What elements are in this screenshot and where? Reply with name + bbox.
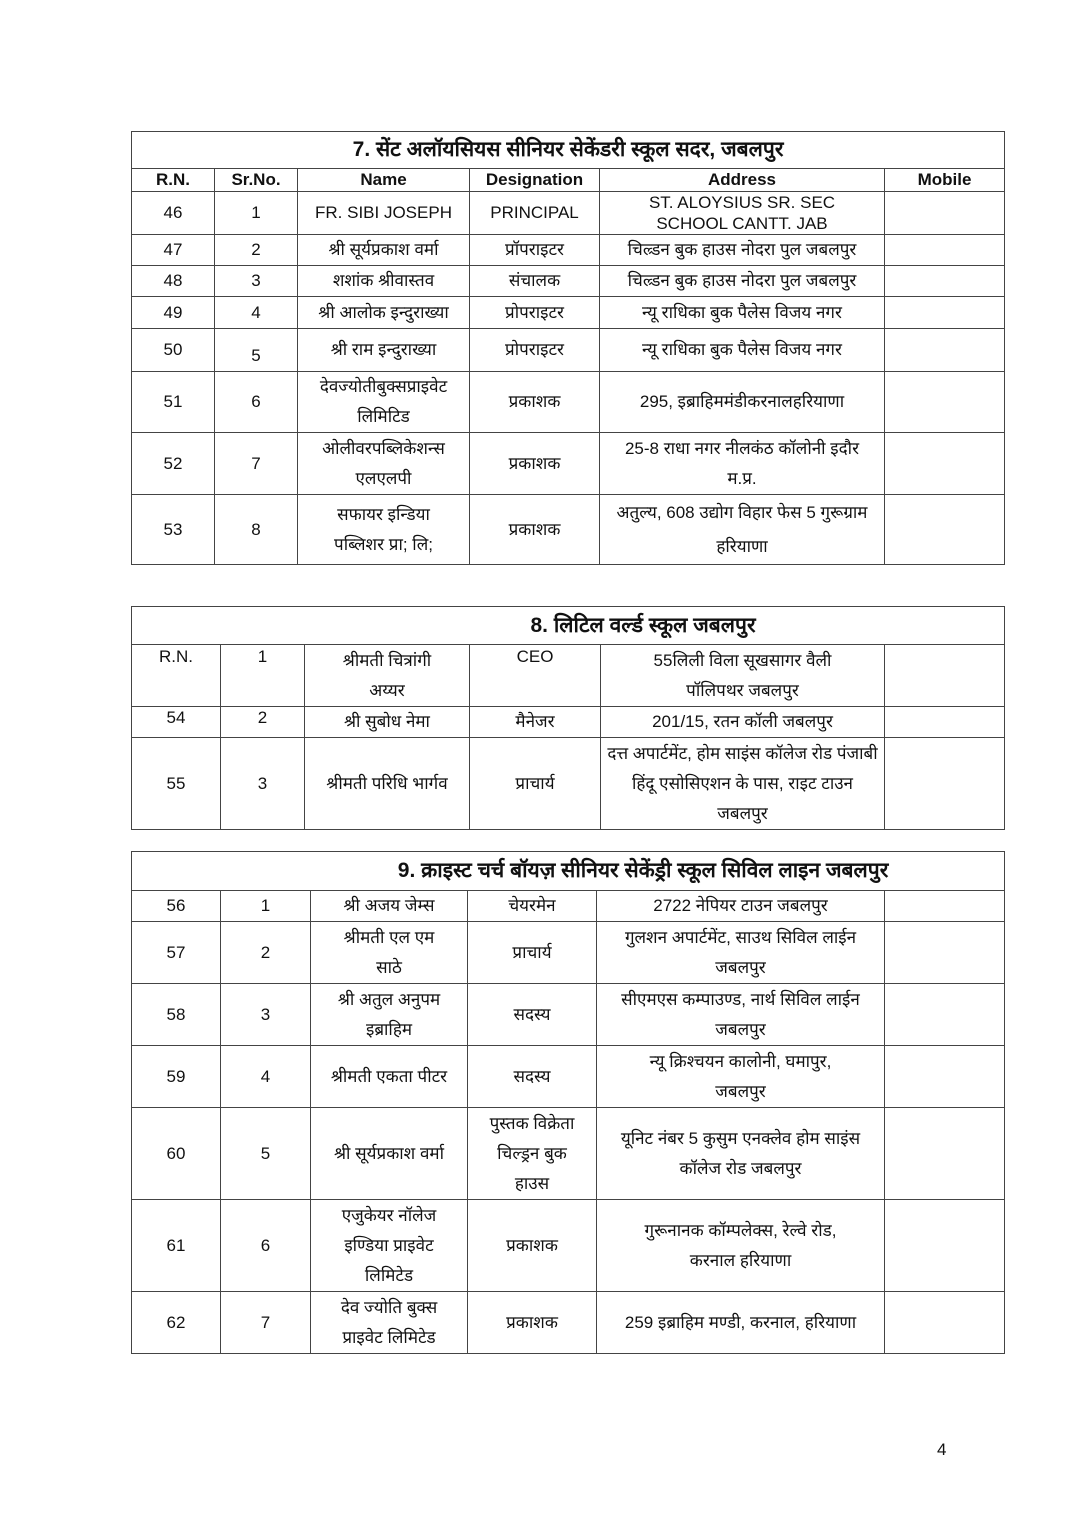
- name-cell: श्री अजय जेम्स: [311, 891, 468, 922]
- name-cell: श्री राम इन्दुराख्या: [298, 329, 470, 372]
- designation-cell: प्राचार्य: [470, 738, 601, 830]
- table-row: [132, 922, 1005, 984]
- rn-cell: 52: [132, 433, 215, 495]
- srno-cell: 3: [221, 984, 311, 1046]
- name-cell: श्री आलोक इन्दुराख्या: [298, 297, 470, 329]
- address-cell: चिल्र्डन बुक हाउस नोदरा पुल जबलपुर: [600, 235, 885, 266]
- table-row: [132, 1200, 1005, 1292]
- address-cell: 25-8 राधा नगर नीलकंठ कॉलोनी इदौर म.प्र.: [600, 433, 885, 495]
- srno-cell: 7: [221, 1292, 311, 1354]
- rn-cell: 62: [132, 1292, 221, 1354]
- table-row: [132, 266, 1005, 297]
- designation-cell: प्रकाशक: [468, 1292, 597, 1354]
- srno-cell: 3: [215, 266, 298, 297]
- address-cell: 259 इब्राहिम मण्डी, करनाल, हरियाणा: [597, 1292, 885, 1354]
- rn-cell: 51: [132, 372, 215, 433]
- rn-cell: 50: [132, 329, 215, 372]
- designation-cell: CEO: [470, 645, 601, 707]
- srno-cell: 1: [215, 192, 298, 235]
- rn-cell: 57: [132, 922, 221, 984]
- address-cell: न्यू क्रिश्चयन कालोनी, घमापुर, जबलपुर: [597, 1046, 885, 1108]
- table-row: [132, 372, 1005, 433]
- designation-cell: प्रकाशक: [470, 495, 600, 565]
- designation-cell: प्रोपराइटर: [470, 329, 600, 372]
- table-title: 8. लिटिल वर्ल्ड स्कूल जबलपुर: [132, 607, 1005, 645]
- mobile-cell: [885, 1046, 1005, 1108]
- rn-cell: 58: [132, 984, 221, 1046]
- table-row: [132, 495, 1005, 565]
- address-cell: ST. ALOYSIUS SR. SEC SCHOOL CANTT. JAB: [600, 192, 885, 235]
- mobile-cell: [885, 984, 1005, 1046]
- srno-cell: 2: [221, 922, 311, 984]
- name-cell: शशांक श्रीवास्तव: [298, 266, 470, 297]
- table-title: 7. सेंट अलॉयसियस सीनियर सेकेंडरी स्कूल सदर, जबलपुर: [132, 132, 1005, 169]
- srno-cell: 3: [221, 738, 305, 830]
- name-cell: श्री अतुल अनुपम इब्राहिम: [311, 984, 468, 1046]
- srno-cell: 5: [221, 1108, 311, 1200]
- rn-cell: 49: [132, 297, 215, 329]
- srno-cell: 4: [221, 1046, 311, 1108]
- table-row: [132, 645, 1005, 707]
- srno-cell: 2: [221, 707, 305, 738]
- column-header-srno: Sr.No.: [215, 169, 298, 192]
- name-cell: देवज्योतीबुक्सप्राइवेट लिमिटिड: [298, 372, 470, 433]
- column-header-mobile: Mobile: [885, 169, 1005, 192]
- table-title: 9. क्राइस्ट चर्च बॉयज़ सीनियर सेकेंड्री स्कूल सिविल लाइन जबलपुर: [132, 852, 1005, 891]
- mobile-cell: [885, 495, 1005, 565]
- mobile-cell: [885, 433, 1005, 495]
- address-cell: गुलशन अपार्टमेंट, साउथ सिविल लाईन जबलपुर: [597, 922, 885, 984]
- designation-cell: प्रॉपराइटर: [470, 235, 600, 266]
- address-cell: 2722 नेपियर टाउन जबलपुर: [597, 891, 885, 922]
- column-header-designation: Designation: [470, 169, 600, 192]
- srno-cell: 4: [215, 297, 298, 329]
- rn-cell: 48: [132, 266, 215, 297]
- mobile-cell: [885, 235, 1005, 266]
- name-cell: ओलीवरपब्लिकेशन्स एलएलपी: [298, 433, 470, 495]
- name-cell: श्रीमती परिधि भार्गव: [305, 738, 470, 830]
- designation-cell: संचालक: [470, 266, 600, 297]
- address-cell: गुरूनानक कॉम्पलेक्स, रेल्वे रोड, करनाल हरियाणा: [597, 1200, 885, 1292]
- designation-cell: PRINCIPAL: [470, 192, 600, 235]
- address-cell: 201/15, रतन कॉली जबलपुर: [601, 707, 885, 738]
- school-table-7: [131, 131, 1005, 565]
- table-row: [132, 1046, 1005, 1108]
- mobile-cell: [885, 738, 1005, 830]
- designation-cell: सदस्य: [468, 1046, 597, 1108]
- designation-cell: प्रोपराइटर: [470, 297, 600, 329]
- table-row: [132, 192, 1005, 235]
- address-cell: दत्त अपार्टमेंट, होम साइंस कॉलेज रोड पंजाबी हिंदू एसोसिएशन के पास, राइट टाउन जबलपुर: [601, 738, 885, 830]
- mobile-cell: [885, 645, 1005, 707]
- rn-cell: 59: [132, 1046, 221, 1108]
- mobile-cell: [885, 266, 1005, 297]
- designation-cell: चेयरमेन: [468, 891, 597, 922]
- mobile-cell: [885, 297, 1005, 329]
- rn-cell: 55: [132, 738, 221, 830]
- name-cell: श्री सूर्यप्रकाश वर्मा: [298, 235, 470, 266]
- rn-cell: 61: [132, 1200, 221, 1292]
- name-cell: देव ज्योति बुक्स प्राइवेट लिमिटेड: [311, 1292, 468, 1354]
- mobile-cell: [885, 707, 1005, 738]
- rn-cell: 53: [132, 495, 215, 565]
- rn-cell: R.N.: [132, 645, 221, 707]
- srno-cell: 2: [215, 235, 298, 266]
- srno-cell: 5: [215, 329, 298, 372]
- address-cell: अतुल्य, 608 उद्योग विहार फेस 5 गुरूग्राम हरियाणा: [600, 495, 885, 565]
- address-cell: न्यू राधिका बुक पैलेस विजय नगर: [600, 297, 885, 329]
- name-cell: सफायर इन्डिया पब्लिशर प्रा; लि;: [298, 495, 470, 565]
- mobile-cell: [885, 329, 1005, 372]
- table-row: [132, 984, 1005, 1046]
- rn-cell: 47: [132, 235, 215, 266]
- srno-cell: 7: [215, 433, 298, 495]
- table-row: [132, 235, 1005, 266]
- designation-cell: प्रकाशक: [470, 433, 600, 495]
- table-row: [132, 738, 1005, 830]
- address-cell: चिल्र्डन बुक हाउस नोदरा पुल जबलपुर: [600, 266, 885, 297]
- mobile-cell: [885, 192, 1005, 235]
- table-row: [132, 1108, 1005, 1200]
- mobile-cell: [885, 891, 1005, 922]
- designation-cell: प्रकाशक: [470, 372, 600, 433]
- school-table-8: [131, 606, 1005, 830]
- srno-cell: 8: [215, 495, 298, 565]
- name-cell: एजुकेयर नॉलेज इण्डिया प्राइवेट लिमिटेड: [311, 1200, 468, 1292]
- rn-cell: 56: [132, 891, 221, 922]
- table-row: [132, 707, 1005, 738]
- table-row: [132, 297, 1005, 329]
- designation-cell: प्रकाशक: [468, 1200, 597, 1292]
- name-cell: श्री सुबोध नेमा: [305, 707, 470, 738]
- address-cell: न्यू राधिका बुक पैलेस विजय नगर: [600, 329, 885, 372]
- column-header-address: Address: [600, 169, 885, 192]
- table-row: [132, 433, 1005, 495]
- mobile-cell: [885, 922, 1005, 984]
- designation-cell: पुस्तक विक्रेता चिल्ड्रन बुक हाउस: [468, 1108, 597, 1200]
- table-row: [132, 329, 1005, 372]
- column-header-rn: R.N.: [132, 169, 215, 192]
- mobile-cell: [885, 1108, 1005, 1200]
- address-cell: सीएमएस कम्पाउण्ड, नार्थ सिविल लाईन जबलपुर: [597, 984, 885, 1046]
- table-row: [132, 1292, 1005, 1354]
- name-cell: श्रीमती एल एम साठे: [311, 922, 468, 984]
- address-cell: यूनिट नंबर 5 कुसुम एनक्लेव होम साइंस कॉलेज रोड जबलपुर: [597, 1108, 885, 1200]
- address-cell: 295, इब्राहिममंडीकरनालहरियाणा: [600, 372, 885, 433]
- designation-cell: सदस्य: [468, 984, 597, 1046]
- srno-cell: 6: [215, 372, 298, 433]
- column-header-name: Name: [298, 169, 470, 192]
- mobile-cell: [885, 1292, 1005, 1354]
- page-number: 4: [937, 1440, 947, 1459]
- mobile-cell: [885, 1200, 1005, 1292]
- name-cell: श्रीमती चित्रांगी अय्यर: [305, 645, 470, 707]
- name-cell: FR. SIBI JOSEPH: [298, 192, 470, 235]
- designation-cell: मैनेजर: [470, 707, 601, 738]
- rn-cell: 54: [132, 707, 221, 738]
- rn-cell: 60: [132, 1108, 221, 1200]
- name-cell: श्री सूर्यप्रकाश वर्मा: [311, 1108, 468, 1200]
- srno-cell: 1: [221, 645, 305, 707]
- srno-cell: 1: [221, 891, 311, 922]
- school-table-9: [131, 851, 1005, 1354]
- srno-cell: 6: [221, 1200, 311, 1292]
- table-row: [132, 891, 1005, 922]
- address-cell: 55लिली विला सूखसागर वैली पॉलिपथर जबलपुर: [601, 645, 885, 707]
- name-cell: श्रीमती एकता पीटर: [311, 1046, 468, 1108]
- rn-cell: 46: [132, 192, 215, 235]
- designation-cell: प्राचार्य: [468, 922, 597, 984]
- mobile-cell: [885, 372, 1005, 433]
